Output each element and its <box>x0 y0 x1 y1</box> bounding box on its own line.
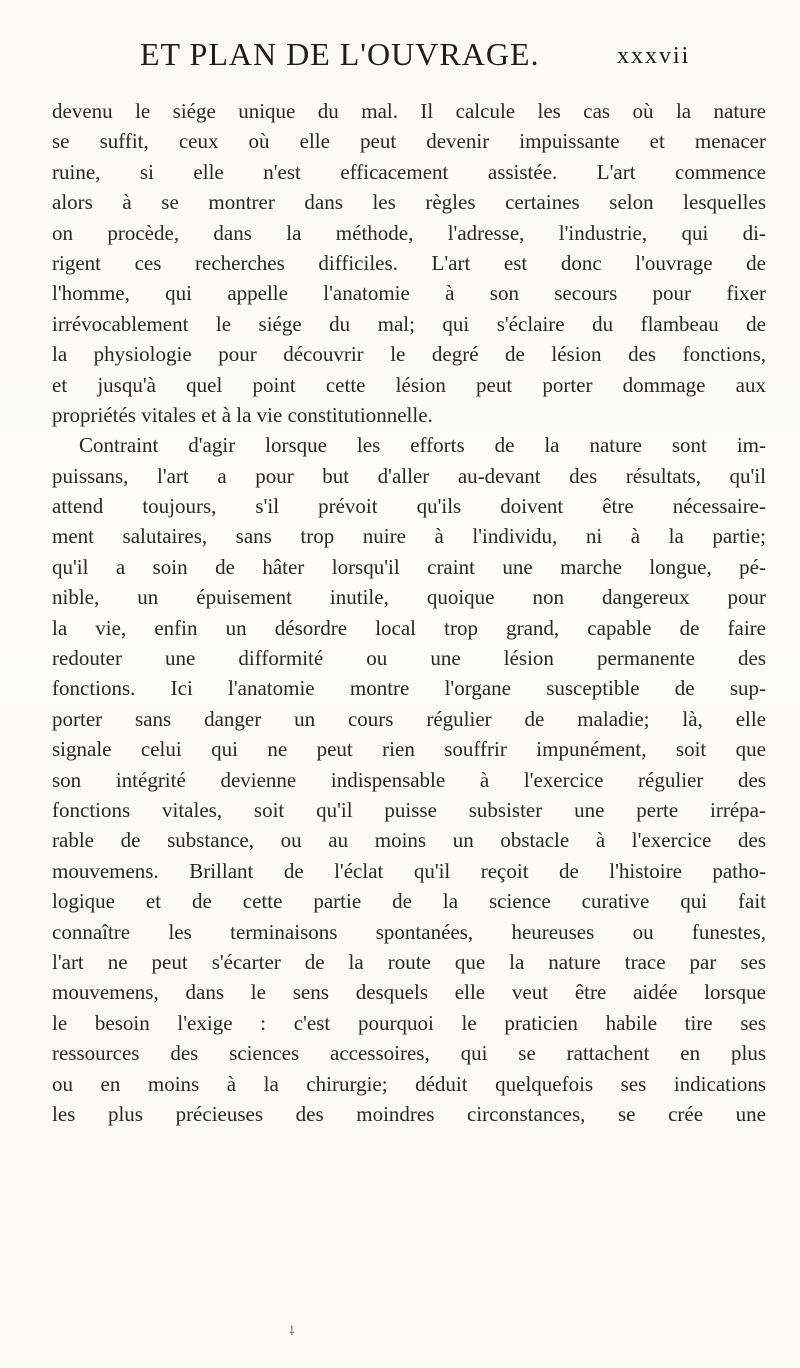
text-line: ruine, si elle n'est efficacement assistée. L'art commence <box>52 159 766 184</box>
text-line: ou en moins à la chirurgie; déduit quelquefois ses indications <box>52 1071 766 1096</box>
text-line: qu'il a soin de hâter lorsqu'il craint une marche longue, pé- <box>52 554 766 579</box>
text-line: l'art ne peut s'écarter de la route que la nature trace par ses <box>52 949 766 974</box>
text-line: Contraint d'agir lorsque les efforts de la nature sont im- <box>79 433 766 458</box>
text-line: on procède, dans la méthode, l'adresse, l'industrie, qui di- <box>52 220 766 245</box>
text-line: logique et de cette partie de la science curative qui fait <box>52 889 766 914</box>
text-line: la physiologie pour découvrir le degré de lésion des fonctions, <box>52 342 766 367</box>
text-line: les plus précieuses des moindres circonstances, se crée une <box>52 1101 766 1126</box>
text-line: attend toujours, s'il prévoit qu'ils doivent être nécessaire- <box>52 494 766 519</box>
text-line: propriétés vitales et à la vie constitutionnelle. <box>52 402 433 427</box>
text-line: irrévocablement le siége du mal; qui s'éclaire du flambeau de <box>52 311 766 336</box>
text-line: mouvemens, dans le sens desquels elle veut être aidée lorsque <box>52 980 766 1005</box>
text-line: ment salutaires, sans trop nuire à l'individu, ni à la partie; <box>52 524 766 549</box>
body-text <box>52 96 766 1129</box>
text-line: la vie, enfin un désordre local trop grand, capable de faire <box>52 615 766 640</box>
text-line: l'homme, qui appelle l'anatomie à son secours pour fixer <box>52 281 766 306</box>
text-line: se suffit, ceux où elle peut devenir impuissante et menacer <box>52 129 766 154</box>
text-line: le besoin l'exige : c'est pourquoi le praticien habile tire ses <box>52 1010 766 1035</box>
text-line: rigent ces recherches difficiles. L'art est donc l'ouvrage de <box>52 250 766 275</box>
text-line: rable de substance, ou au moins un obstacle à l'exercice des <box>52 828 766 853</box>
text-line: ressources des sciences accessoires, qui se rattachent en plus <box>52 1041 766 1066</box>
text-line: puissans, l'art a pour but d'aller au-devant des résultats, qu'il <box>52 463 766 488</box>
page-number: xxxvii <box>617 43 691 69</box>
text-line: devenu le siége unique du mal. Il calcule les cas où la nature <box>52 99 766 123</box>
text-line: alors à se montrer dans les règles certaines selon lesquelles <box>52 190 766 215</box>
text-line: redouter une difformité ou une lésion permanente des <box>52 646 766 671</box>
printer-mark-icon: ⸸ <box>289 1324 295 1338</box>
text-line: fonctions vitales, soit qu'il puisse subsister une perte irrépa- <box>52 797 766 822</box>
text-line: mouvemens. Brillant de l'éclat qu'il reçoit de l'histoire patho- <box>52 858 766 883</box>
text-line: signale celui qui ne peut rien souffrir impunément, soit que <box>52 737 766 762</box>
text-line: fonctions. Ici l'anatomie montre l'organe susceptible de sup- <box>52 676 766 701</box>
running-header <box>140 36 790 80</box>
text-line: connaître les terminaisons spontanées, heureuses ou funestes, <box>52 919 766 944</box>
text-line: nible, un épuisement inutile, quoique non dangereux pour <box>52 585 766 610</box>
text-line: son intégrité devienne indispensable à l'exercice régulier des <box>52 767 766 792</box>
running-title: ET PLAN DE L'OUVRAGE. <box>140 36 540 72</box>
text-line: et jusqu'à quel point cette lésion peut porter dommage aux <box>52 372 766 397</box>
text-line: porter sans danger un cours régulier de maladie; là, elle <box>52 706 766 731</box>
